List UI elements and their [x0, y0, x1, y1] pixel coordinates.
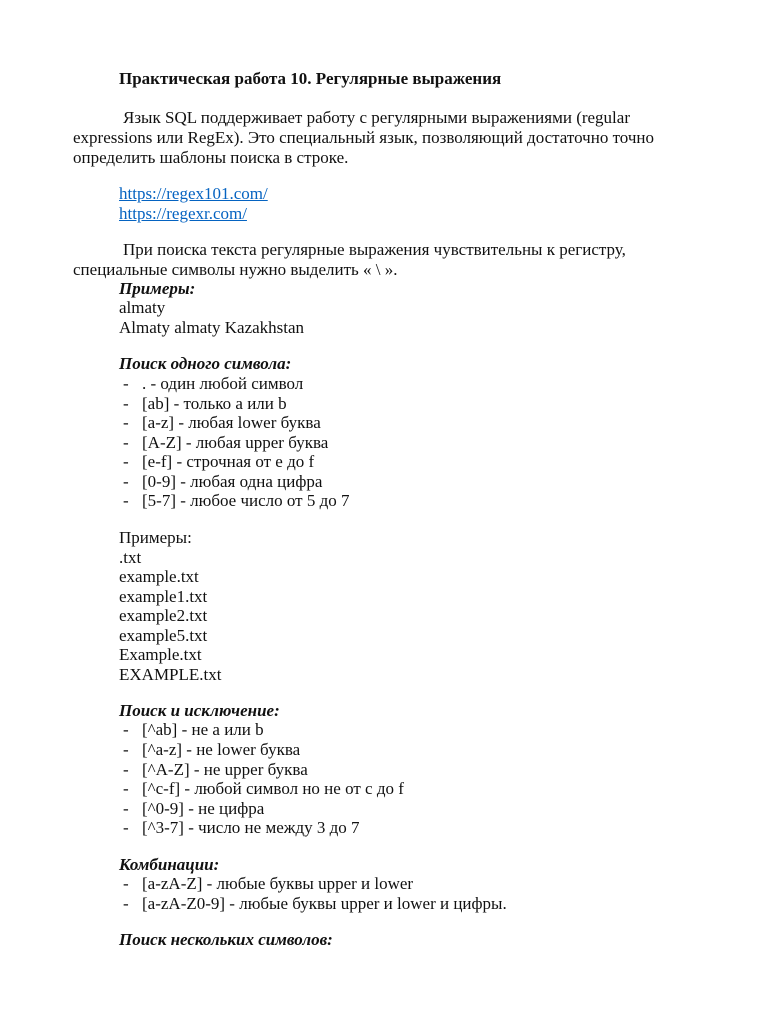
file-example: example.txt	[119, 567, 199, 586]
list-item	[123, 779, 404, 799]
list-bullet: -	[123, 818, 129, 837]
list-bullet: -	[123, 394, 129, 413]
list-bullet: -	[123, 491, 129, 510]
file-examples-heading: Примеры:	[119, 528, 192, 547]
list-item	[123, 394, 287, 414]
list-bullet: -	[123, 894, 129, 913]
list-item-text: [0-9] - любая одна цифра	[142, 472, 323, 491]
page-title: Практическая работа 10. Регулярные выражения	[119, 69, 502, 88]
file-example: EXAMPLE.txt	[119, 665, 222, 684]
list-item-text: [^c-f] - любой символ но не от c до f	[142, 779, 404, 798]
combinations-heading: Комбинации:	[119, 855, 220, 874]
list-bullet: -	[123, 720, 129, 739]
list-item	[123, 799, 264, 819]
list-item-text: [^A-Z] - не upper буква	[142, 760, 308, 779]
list-bullet: -	[123, 413, 129, 432]
list-bullet: -	[123, 740, 129, 759]
multi-char-heading: Поиск нескольких символов:	[119, 930, 333, 949]
list-item	[123, 894, 507, 914]
case-note-line-1: При поиска текста регулярные выражения чувствительны к регистру,	[123, 240, 626, 259]
list-item	[123, 413, 321, 433]
file-example: .txt	[119, 548, 142, 567]
file-example: example2.txt	[119, 606, 208, 625]
list-item-text: [5-7] - любое число от 5 до 7	[142, 491, 350, 510]
list-item	[123, 760, 308, 780]
list-item-text: [e-f] - строчная от e до f	[142, 452, 315, 471]
list-item	[123, 818, 360, 838]
file-example: example5.txt	[119, 626, 208, 645]
list-item-text: [a-zA-Z0-9] - любые буквы upper и lower и цифры.	[142, 894, 507, 913]
intro-line-2: expressions или RegEx). Это специальный язык, позволяющий достаточно точно	[73, 128, 654, 147]
case-note-line-2: специальные символы нужно выделить « \ ».	[73, 260, 398, 279]
list-bullet: -	[123, 433, 129, 452]
intro-line-3: определить шаблоны поиска в строке.	[73, 148, 349, 167]
list-bullet: -	[123, 799, 129, 818]
list-bullet: -	[123, 760, 129, 779]
list-item	[123, 374, 303, 394]
list-bullet: -	[123, 452, 129, 471]
single-char-heading: Поиск одного символа:	[119, 354, 292, 373]
list-item-text: [A-Z] - любая upper буква	[142, 433, 329, 452]
file-example: Example.txt	[119, 645, 202, 664]
example-line: almaty	[119, 298, 166, 317]
list-bullet: -	[123, 472, 129, 491]
list-item-text: . - один любой символ	[142, 374, 304, 393]
list-bullet: -	[123, 779, 129, 798]
list-item	[123, 433, 328, 453]
list-item-text: [a-z] - любая lower буква	[142, 413, 321, 432]
list-item	[123, 452, 314, 472]
list-item-text: [^a-z] - не lower буква	[142, 740, 301, 759]
list-bullet: -	[123, 374, 129, 393]
list-item-text: [^0-9] - не цифра	[142, 799, 265, 818]
list-item	[123, 740, 300, 760]
link-regex101[interactable]: https://regex101.com/	[119, 184, 268, 203]
intro-line-1: Язык SQL поддерживает работу с регулярными выражениями (regular	[123, 108, 630, 127]
list-item-text: [^ab] - не a или b	[142, 720, 264, 739]
list-item	[123, 720, 264, 740]
list-item-text: [a-zA-Z] - любые буквы upper и lower	[142, 874, 414, 893]
list-item-text: [^3-7] - число не между 3 до 7	[142, 818, 360, 837]
file-example: example1.txt	[119, 587, 208, 606]
exclusion-heading: Поиск и исключение:	[119, 701, 280, 720]
list-item	[123, 472, 322, 492]
list-item-text: [ab] - только a или b	[142, 394, 287, 413]
list-bullet: -	[123, 874, 129, 893]
link-regexr[interactable]: https://regexr.com/	[119, 204, 247, 223]
examples-heading: Примеры:	[119, 279, 196, 298]
example-line: Almaty almaty Kazakhstan	[119, 318, 305, 337]
list-item	[123, 874, 413, 894]
list-item	[123, 491, 350, 511]
